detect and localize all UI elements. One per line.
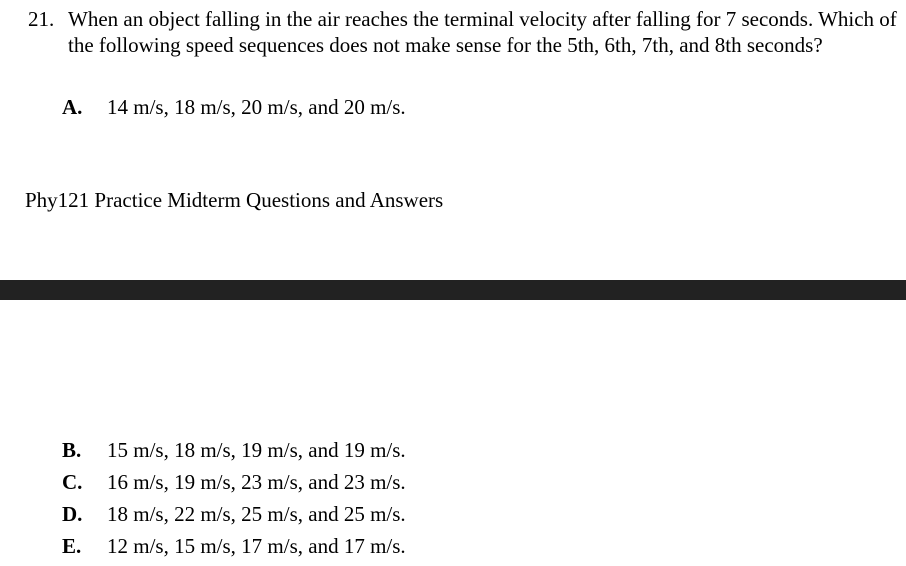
option-a [62,94,406,120]
option-c-text: 16 m/s, 19 m/s, 23 m/s, and 23 m/s. [107,470,406,494]
option-e-text: 12 m/s, 15 m/s, 17 m/s, and 17 m/s. [107,534,406,558]
option-b-letter: B. [62,438,82,462]
question-number: 21. [28,7,55,31]
option-e-letter: E. [62,534,82,558]
option-e [62,533,406,559]
option-b [62,437,406,463]
question-text: When an object falling in the air reaches the terminal velocity after falling for 7 seconds. Which of the following speed sequences does not make sense for the 5th, 6th, 7th, and 8th seconds? [68,7,897,57]
option-d [62,501,406,527]
option-c [62,469,406,495]
option-d-letter: D. [62,502,83,526]
option-d-text: 18 m/s, 22 m/s, 25 m/s, and 25 m/s. [107,502,406,526]
option-a-letter: A. [62,95,83,119]
option-a-text: 14 m/s, 18 m/s, 20 m/s, and 20 m/s. [107,95,406,119]
page-footer-title: Phy121 Practice Midterm Questions and Answers [25,188,444,212]
page-break-divider [0,280,906,300]
option-c-letter: C. [62,470,83,494]
option-b-text: 15 m/s, 18 m/s, 19 m/s, and 19 m/s. [107,438,406,462]
